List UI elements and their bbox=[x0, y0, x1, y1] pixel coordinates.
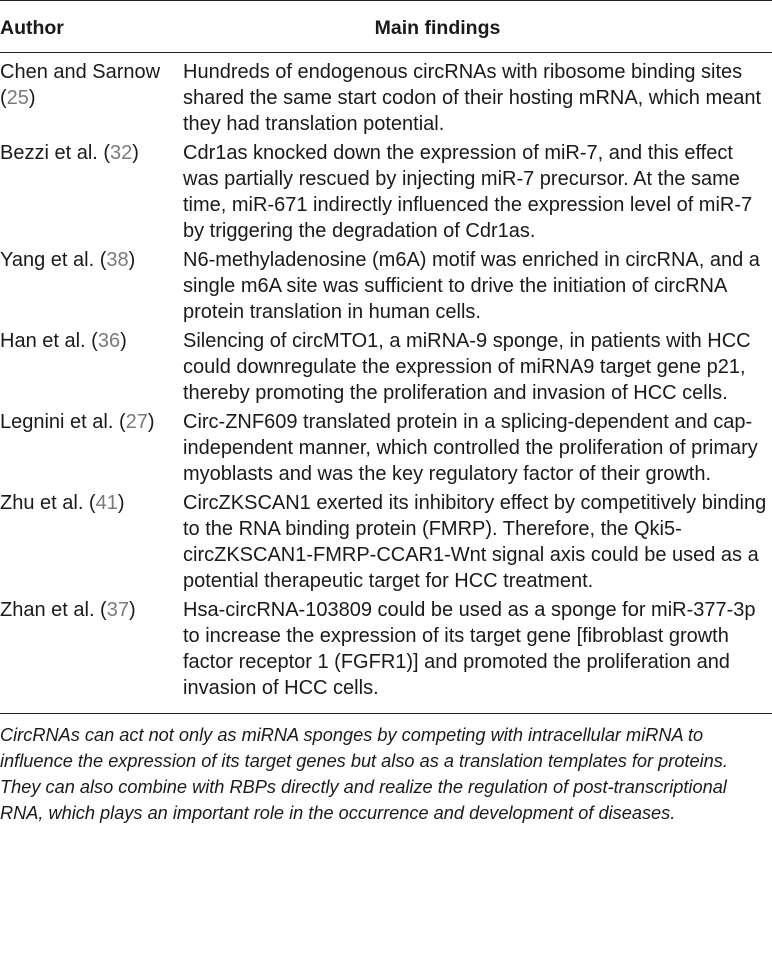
finding-cell: Hsa-circRNA-103809 could be used as a sponge for miR-377-3p to increase the expression of its target gene [fibroblast growth factor receptor 1 (FGFR1)] and promoted the proliferation and invasion of HCC cells. bbox=[183, 597, 772, 714]
table-row bbox=[0, 328, 772, 409]
author-name: Zhu et al. ( bbox=[0, 492, 96, 514]
table-footnote: CircRNAs can act not only as miRNA sponges by competing with intracellular miRNA to influence the expression of its target genes but also as a translation templates for proteins. They can also combine with RBPs directly and realize the regulation of post-transcriptional RNA, which plays an important role in the occurrence and development of diseases. bbox=[0, 725, 728, 823]
finding-cell: N6-methyladenosine (m6A) motif was enriched in circRNA, and a single m6A site was sufficient to drive the initiation of circRNA protein translation in human cells. bbox=[183, 249, 760, 323]
finding-cell: Silencing of circMTO1, a miRNA-9 sponge, in patients with HCC could downregulate the expression of miRNA9 target gene p21, thereby promoting the proliferation and invasion of HCC cells. bbox=[183, 330, 751, 404]
author-close-paren: ) bbox=[132, 142, 139, 164]
table-row bbox=[0, 597, 772, 714]
author-cell bbox=[0, 490, 183, 597]
author-close-paren: ) bbox=[120, 330, 127, 352]
table-header-row bbox=[0, 1, 772, 53]
finding-cell: Hundreds of endogenous circRNAs with ribosome binding sites shared the same start codon of their hosting mRNA, which meant they had translation potential. bbox=[183, 61, 762, 135]
table-row bbox=[0, 53, 772, 141]
table-row bbox=[0, 409, 772, 490]
finding-cell: Circ-ZNF609 translated protein in a splicing-dependent and cap-independent manner, which controlled the proliferation of primary myoblasts and was the key regulatory factor of their growth. bbox=[183, 411, 758, 485]
author-close-paren: ) bbox=[117, 492, 125, 514]
author-cell bbox=[0, 328, 183, 409]
author-cell bbox=[0, 247, 183, 328]
column-header-findings: Main findings bbox=[183, 1, 772, 53]
author-close-paren: ) bbox=[128, 249, 136, 271]
author-close-paren: ) bbox=[128, 599, 136, 621]
author-cell bbox=[0, 597, 183, 714]
author-close-paren: ) bbox=[147, 411, 155, 433]
author-name: Bezzi et al. ( bbox=[0, 142, 111, 164]
author-name: Legnini et al. ( bbox=[0, 411, 126, 433]
author-name: Yang et al. ( bbox=[0, 249, 107, 271]
table-row bbox=[0, 247, 772, 328]
table-row bbox=[0, 140, 772, 247]
reference-link[interactable]: 36 bbox=[97, 330, 121, 352]
author-cell bbox=[0, 140, 183, 247]
author-name: Chen and Sarnow ( bbox=[0, 61, 161, 109]
column-header-author: Author bbox=[0, 1, 183, 53]
table-row bbox=[0, 490, 772, 597]
reference-link[interactable]: 38 bbox=[106, 249, 129, 271]
finding-cell: CircZKSCAN1 exerted its inhibitory effect by competitively binding to the RNA binding protein (FMRP). Therefore, the Qki5-circZKSCAN1-FMRP-CCAR1-Wnt signal axis could be used as a potential therapeutic target for HCC treatment. bbox=[183, 492, 767, 592]
reference-link[interactable]: 27 bbox=[125, 411, 148, 433]
reference-link[interactable]: 41 bbox=[95, 492, 118, 514]
author-cell bbox=[0, 53, 183, 141]
finding-cell: Cdr1as knocked down the expression of miR-7, and this effect was partially rescued by injecting miR-7 precursor. At the same time, miR-671 indirectly influenced the expression level of miR-7 by triggering the degradation of Cdr1as. bbox=[183, 142, 753, 242]
author-close-paren: ) bbox=[28, 87, 36, 109]
author-cell bbox=[0, 409, 183, 490]
author-name: Zhan et al. ( bbox=[0, 599, 107, 621]
reference-link[interactable]: 25 bbox=[6, 87, 29, 109]
reference-link[interactable]: 32 bbox=[110, 142, 133, 164]
reference-link[interactable]: 37 bbox=[106, 599, 129, 621]
author-name: Han et al. ( bbox=[0, 330, 98, 352]
